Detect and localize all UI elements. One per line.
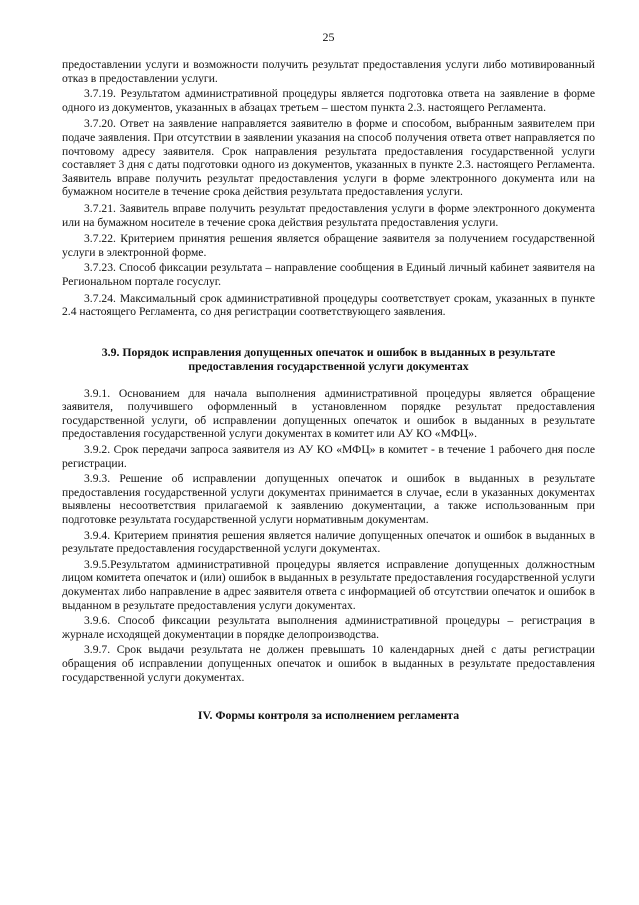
page-number: 25 <box>322 30 335 44</box>
paragraph-3-9-6: 3.9.6. Способ фиксации результата выполнения административной процедуры – регистрация в журнале исходящей документации в порядке делопроизводства. <box>62 614 595 641</box>
paragraph-3-9-1: 3.9.1. Основанием для начала выполнения административной процедуры является обращение заявителя, получившего оформленный в установленном порядке результат предоставления государственной услуги, об исправлении допущенных опечаток и ошибок в выданных в результате предоставления государственной услуги документах в комитет или АУ КО «МФЦ». <box>62 386 595 441</box>
paragraph-3-7-22: 3.7.22. Критерием принятия решения является обращение заявителя за получением государственной услуги в электронной форме. <box>62 232 595 259</box>
paragraph-3-7-21: 3.7.21. Заявитель вправе получить результат предоставления услуги в форме электронного документа или на бумажном носителе в течение срока действия результата предоставления услуги. <box>62 201 595 229</box>
paragraph-3-7-24: 3.7.24. Максимальный срок административной процедуры соответствует срокам, указанных в пункте 2.4 настоящего Регламента, со дня регистрации соответствующего заявления. <box>62 291 595 319</box>
section-heading-3-9: 3.9. Порядок исправления допущенных опечаток и ошибок в выданных в результате предоставления государственной услуги документах <box>101 344 556 373</box>
paragraph-3-7-20: 3.7.20. Ответ на заявление направляется заявителю в форме и способом, выбранным заявителем при подаче заявления. При отсутствии в заявлении указания на способ получения ответа ответ направляется по почтовому адресу заявителя. Срок направления результата предоставления государственной услуги составляет 3 дня с даты подготовки одного из документов, указанных в пункте 2.3. настоящего Регламента. Заявитель вправе получить результат предоставления услуги в форме электронного документа или на бумажном носителе в течение срока действия результата предоставления услуги. <box>62 117 595 199</box>
paragraph-3-9-5: 3.9.5.Результатом административной процедуры является исправление допущенных должностным лицом комитета опечаток и (или) ошибок в выданных в результате предоставления государственной услуги документах либо направление в адрес заявителя ответа с информацией об отсутствии опечаток и ошибок в выданном в результате предоставления услуги документах. <box>62 557 595 612</box>
paragraph-continuation: предоставлении услуги и возможности получить результат предоставления услуги либо мотивированный отказ в предоставлении услуги. <box>62 58 595 85</box>
paragraph-3-9-7: 3.9.7. Срок выдачи результата не должен превышать 10 календарных дней с даты регистрации обращения об исправлении допущенных опечаток и ошибок в выданных в результате предоставления государственной услуги документах. <box>62 643 595 684</box>
paragraph-3-7-19: 3.7.19. Результатом административной процедуры является подготовка ответа на заявление в форме одного из документов, указанных в абзацах третьем – шестом пункта 2.3. настоящего Регламента. <box>62 87 595 114</box>
paragraph-3-9-4: 3.9.4. Критерием принятия решения является наличие допущенных опечаток и ошибок в выданных в результате предоставления государственной услуги документах. <box>62 528 595 556</box>
paragraph-3-7-23: 3.7.23. Способ фиксации результата – направление сообщения в Единый личный кабинет заявителя на Региональном портале госуслуг. <box>62 261 595 288</box>
paragraph-3-9-2: 3.9.2. Срок передачи запроса заявителя из АУ КО «МФЦ» в комитет - в течение 1 рабочего дня после регистрации. <box>62 443 595 470</box>
section-heading-iv: IV. Формы контроля за исполнением регламента <box>197 708 460 723</box>
paragraph-3-9-3: 3.9.3. Решение об исправлении допущенных опечаток и ошибок в выданных в результате предоставления государственной услуги документах принимается в случае, если в указанных документах выявлены несоответствия прилагаемой к заявлению документации, а также использованным при подготовке результата государственной услуги нормативным документам. <box>62 472 595 527</box>
